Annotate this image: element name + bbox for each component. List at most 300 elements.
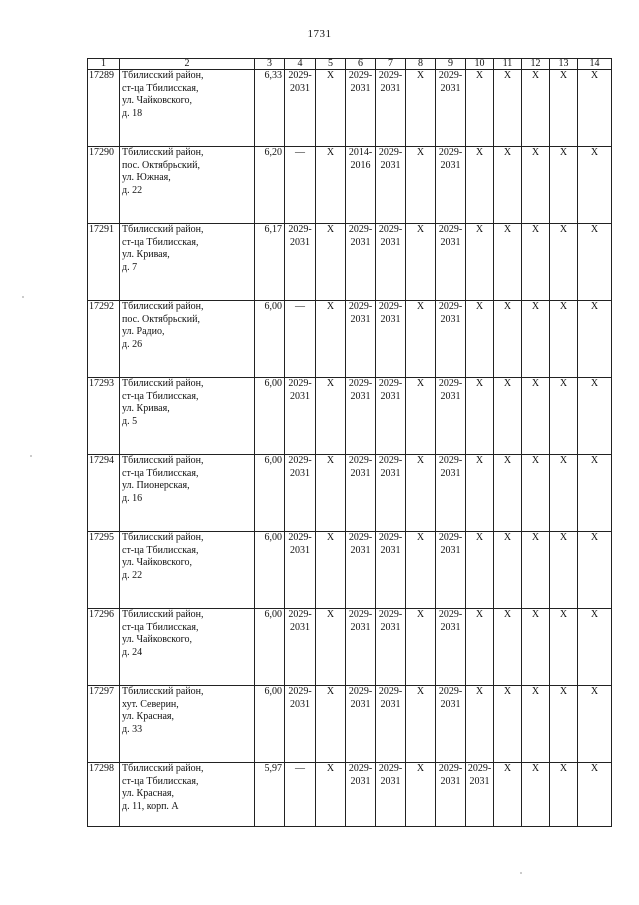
- period-line: 2031: [350, 775, 371, 787]
- period-line: 2029-: [378, 70, 403, 81]
- period-cell-5: [316, 686, 346, 763]
- period-cell-12: [522, 147, 550, 224]
- value-cell: 6,20: [255, 147, 285, 224]
- address-line: д. 26: [122, 338, 143, 350]
- address-cell: [120, 609, 255, 686]
- period-line: X: [559, 224, 568, 235]
- period-cell-14: [578, 301, 612, 378]
- period-cell-4: [285, 455, 316, 532]
- period-cell-9: [436, 609, 466, 686]
- address-line: хут. Северин,: [122, 698, 179, 710]
- period-line: X: [559, 763, 568, 774]
- period-line: X: [326, 301, 335, 312]
- period-line: 2031: [350, 467, 371, 479]
- period-line: 2031: [469, 775, 490, 787]
- address-line: д. 22: [122, 184, 143, 196]
- period-line: X: [503, 301, 512, 312]
- period-cell-14: [578, 224, 612, 301]
- period-line: 2029-: [378, 301, 403, 312]
- address-line: ул. Чайковского,: [122, 95, 192, 106]
- period-cell-7: [376, 378, 406, 455]
- period-cell-6: [346, 609, 376, 686]
- period-line: 2029-: [378, 147, 403, 158]
- period-cell-6: [346, 70, 376, 147]
- address-line: Тбилисский район,: [122, 532, 204, 543]
- address-line: Тбилисский район,: [122, 686, 204, 697]
- period-line: 2029-: [288, 455, 312, 466]
- value-cell: 6,33: [255, 70, 285, 147]
- header-cell-3: 3: [255, 59, 285, 70]
- period-line: X: [326, 70, 335, 81]
- period-line: X: [475, 224, 484, 235]
- period-line: 2029-: [378, 686, 403, 697]
- period-line: X: [531, 763, 540, 774]
- address-cell: [120, 686, 255, 763]
- scan-speck: [22, 296, 24, 298]
- period-cell-11: [494, 686, 522, 763]
- period-line: 2029-: [348, 686, 373, 697]
- period-line: X: [326, 455, 335, 466]
- period-cell-5: [316, 224, 346, 301]
- period-cell-4: [285, 147, 316, 224]
- value-cell: 6,00: [255, 455, 285, 532]
- address-line: Тбилисский район,: [122, 763, 204, 774]
- period-cell-5: [316, 70, 346, 147]
- period-line: X: [503, 686, 512, 697]
- period-line: 2031: [440, 698, 461, 710]
- period-cell-8: [406, 763, 436, 827]
- period-line: 2031: [350, 544, 371, 556]
- period-line: X: [326, 609, 335, 620]
- address-line: д. 5: [122, 415, 138, 427]
- address-cell: [120, 378, 255, 455]
- period-cell-7: [376, 70, 406, 147]
- period-cell-12: [522, 609, 550, 686]
- address-line: д. 18: [122, 107, 143, 119]
- period-line: X: [590, 301, 599, 312]
- address-line: Тбилисский район,: [122, 147, 204, 158]
- period-line: 2029-: [348, 609, 373, 620]
- period-cell-13: [550, 301, 578, 378]
- table-row: [88, 609, 612, 686]
- table-row: [88, 686, 612, 763]
- header-cell-13: 13: [550, 59, 578, 70]
- header-cell-7: 7: [376, 59, 406, 70]
- period-line: X: [531, 378, 540, 389]
- period-line: 2029-: [438, 763, 463, 774]
- period-cell-12: [522, 378, 550, 455]
- period-cell-9: [436, 378, 466, 455]
- period-line: X: [590, 378, 599, 389]
- period-line: 2029-: [348, 70, 373, 81]
- period-line: 2031: [380, 313, 401, 325]
- row-number-cell: 17292: [88, 301, 120, 378]
- period-line: X: [416, 224, 425, 235]
- period-cell-6: [346, 686, 376, 763]
- period-line: 2029-: [438, 455, 463, 466]
- period-cell-10: [466, 532, 494, 609]
- period-line: 2031: [440, 236, 461, 248]
- period-line: 2031: [290, 82, 310, 94]
- period-cell-11: [494, 378, 522, 455]
- period-cell-9: [436, 224, 466, 301]
- period-line: 2029-: [288, 378, 312, 389]
- header-cell-5: 5: [316, 59, 346, 70]
- address-line: ул. Красная,: [122, 788, 174, 799]
- address-line: ст-ца Тбилисская,: [122, 390, 199, 402]
- address-line: Тбилисский район,: [122, 609, 204, 620]
- period-cell-4: [285, 224, 316, 301]
- period-line: 2029-: [438, 224, 463, 235]
- period-line: 2029-: [378, 763, 403, 774]
- address-line: д. 16: [122, 492, 143, 504]
- period-line: 2029-: [378, 455, 403, 466]
- period-cell-11: [494, 763, 522, 827]
- period-cell-6: [346, 224, 376, 301]
- period-cell-8: [406, 301, 436, 378]
- period-line: X: [326, 224, 335, 235]
- address-line: пос. Октябрьский,: [122, 313, 200, 325]
- period-line: 2031: [290, 236, 310, 248]
- period-cell-10: [466, 686, 494, 763]
- header-cell-4: 4: [285, 59, 316, 70]
- period-cell-8: [406, 609, 436, 686]
- period-line: X: [531, 609, 540, 620]
- period-cell-12: [522, 532, 550, 609]
- period-cell-13: [550, 70, 578, 147]
- period-cell-6: [346, 301, 376, 378]
- period-line: 2031: [290, 467, 310, 479]
- period-cell-5: [316, 378, 346, 455]
- period-cell-8: [406, 532, 436, 609]
- period-cell-6: [346, 455, 376, 532]
- period-line: X: [416, 455, 425, 466]
- period-line: 2029-: [348, 224, 373, 235]
- period-line: 2029-: [348, 301, 373, 312]
- scan-speck: [520, 872, 522, 874]
- period-cell-10: [466, 609, 494, 686]
- period-cell-10: [466, 147, 494, 224]
- header-cell-1: 1: [88, 59, 120, 70]
- table-row: [88, 70, 612, 147]
- period-line: X: [559, 70, 568, 81]
- period-line: X: [326, 378, 335, 389]
- period-cell-4: [285, 609, 316, 686]
- period-line: X: [503, 532, 512, 543]
- period-line: X: [559, 686, 568, 697]
- period-cell-9: [436, 532, 466, 609]
- period-line: 2029-: [378, 378, 403, 389]
- period-line: 2031: [350, 82, 371, 94]
- period-cell-10: [466, 763, 494, 827]
- period-cell-4: [285, 301, 316, 378]
- period-line: X: [590, 147, 599, 158]
- period-line: 2029-: [438, 686, 463, 697]
- period-line: 2031: [380, 775, 401, 787]
- address-line: ст-ца Тбилисская,: [122, 236, 199, 248]
- period-line: X: [590, 532, 599, 543]
- period-cell-13: [550, 686, 578, 763]
- period-line: 2031: [440, 775, 461, 787]
- header-cell-14: 14: [578, 59, 612, 70]
- period-cell-11: [494, 532, 522, 609]
- period-line: X: [416, 763, 425, 774]
- period-line: 2029-: [288, 686, 312, 697]
- period-line: X: [559, 147, 568, 158]
- period-cell-8: [406, 147, 436, 224]
- period-line: X: [531, 301, 540, 312]
- period-line: X: [503, 224, 512, 235]
- period-line: X: [531, 147, 540, 158]
- header-cell-11: 11: [494, 59, 522, 70]
- period-cell-9: [436, 763, 466, 827]
- period-line: 2031: [350, 313, 371, 325]
- period-line: 2031: [380, 390, 401, 402]
- period-line: 2029-: [438, 609, 463, 620]
- table-row: [88, 532, 612, 609]
- period-line: X: [590, 686, 599, 697]
- period-cell-13: [550, 532, 578, 609]
- address-line: ст-ца Тбилисская,: [122, 82, 199, 94]
- period-line: 2031: [290, 698, 310, 710]
- period-line: 2029-: [467, 763, 492, 774]
- period-cell-8: [406, 378, 436, 455]
- period-line: 2031: [440, 467, 461, 479]
- period-cell-12: [522, 686, 550, 763]
- period-line: X: [531, 455, 540, 466]
- period-line: X: [416, 147, 425, 158]
- address-cell: [120, 763, 255, 827]
- address-line: Тбилисский район,: [122, 455, 204, 466]
- period-line: 2029-: [438, 532, 463, 543]
- address-line: д. 22: [122, 569, 143, 581]
- period-line: X: [559, 609, 568, 620]
- period-line: X: [559, 301, 568, 312]
- period-line: 2029-: [438, 147, 463, 158]
- period-line: 2031: [440, 159, 461, 171]
- period-line: X: [326, 532, 335, 543]
- period-line: X: [326, 763, 335, 774]
- address-line: д. 33: [122, 723, 143, 735]
- address-line: ул. Кривая,: [122, 403, 170, 414]
- period-line: X: [590, 609, 599, 620]
- period-cell-12: [522, 70, 550, 147]
- period-cell-9: [436, 455, 466, 532]
- period-line: 2029-: [288, 532, 312, 543]
- period-line: 2031: [440, 621, 461, 633]
- row-number-cell: 17296: [88, 609, 120, 686]
- period-line: X: [559, 378, 568, 389]
- address-line: ст-ца Тбилисская,: [122, 775, 199, 787]
- period-line: X: [503, 609, 512, 620]
- period-cell-8: [406, 455, 436, 532]
- header-cell-10: 10: [466, 59, 494, 70]
- period-line: X: [590, 224, 599, 235]
- period-cell-7: [376, 763, 406, 827]
- period-line: 2031: [440, 82, 461, 94]
- period-line: 2031: [380, 621, 401, 633]
- value-cell: 6,00: [255, 609, 285, 686]
- address-line: д. 11, корп. А: [122, 800, 179, 812]
- address-line: ул. Чайковского,: [122, 557, 192, 568]
- period-line: X: [475, 686, 484, 697]
- period-line: 2031: [440, 313, 461, 325]
- period-cell-13: [550, 455, 578, 532]
- period-line: 2031: [350, 621, 371, 633]
- period-cell-5: [316, 532, 346, 609]
- period-cell-12: [522, 763, 550, 827]
- period-cell-14: [578, 609, 612, 686]
- period-line: X: [531, 224, 540, 235]
- period-cell-10: [466, 224, 494, 301]
- period-line: 2014-: [348, 147, 373, 158]
- period-line: 2029-: [438, 301, 463, 312]
- period-line: X: [326, 686, 335, 697]
- period-line: X: [590, 763, 599, 774]
- period-line: 2029-: [438, 70, 463, 81]
- period-cell-4: [285, 70, 316, 147]
- period-cell-13: [550, 378, 578, 455]
- period-line: X: [416, 532, 425, 543]
- row-number-cell: 17297: [88, 686, 120, 763]
- period-cell-12: [522, 455, 550, 532]
- period-line: 2031: [290, 544, 310, 556]
- period-line: 2031: [350, 236, 371, 248]
- row-number-cell: 17289: [88, 70, 120, 147]
- period-line: X: [416, 378, 425, 389]
- header-cell-6: 6: [346, 59, 376, 70]
- period-line: 2031: [380, 467, 401, 479]
- address-line: Тбилисский район,: [122, 378, 204, 389]
- row-number-cell: 17293: [88, 378, 120, 455]
- period-line: 2029-: [378, 609, 403, 620]
- period-line: X: [503, 147, 512, 158]
- period-line: X: [503, 455, 512, 466]
- period-line: X: [531, 686, 540, 697]
- period-cell-14: [578, 70, 612, 147]
- period-line: X: [475, 609, 484, 620]
- period-cell-5: [316, 301, 346, 378]
- period-line: X: [475, 378, 484, 389]
- period-cell-11: [494, 455, 522, 532]
- table-row: [88, 224, 612, 301]
- address-line: д. 7: [122, 261, 138, 273]
- period-line: 2031: [380, 82, 401, 94]
- header-cell-12: 12: [522, 59, 550, 70]
- period-line: 2029-: [288, 70, 312, 81]
- address-line: ул. Кривая,: [122, 249, 170, 260]
- period-cell-11: [494, 301, 522, 378]
- row-number-cell: 17295: [88, 532, 120, 609]
- period-cell-13: [550, 609, 578, 686]
- period-line: 2029-: [288, 224, 312, 235]
- period-line: X: [559, 455, 568, 466]
- period-cell-11: [494, 609, 522, 686]
- period-cell-4: [285, 532, 316, 609]
- page-number: 1731: [307, 28, 332, 40]
- period-line: X: [475, 147, 484, 158]
- period-cell-13: [550, 147, 578, 224]
- period-line: X: [416, 686, 425, 697]
- period-cell-14: [578, 455, 612, 532]
- period-line: X: [503, 763, 512, 774]
- period-line: 2029-: [438, 378, 463, 389]
- period-line: X: [531, 532, 540, 543]
- table-row: [88, 763, 612, 827]
- header-cell-2: 2: [120, 59, 255, 70]
- address-line: Тбилисский район,: [122, 301, 204, 312]
- table-header: [88, 59, 612, 70]
- period-cell-7: [376, 147, 406, 224]
- period-line: X: [416, 70, 425, 81]
- value-cell: 6,00: [255, 532, 285, 609]
- table-row: [88, 301, 612, 378]
- address-line: ст-ца Тбилисская,: [122, 544, 199, 556]
- table-body: [88, 70, 612, 827]
- period-line: 2029-: [348, 763, 373, 774]
- period-cell-14: [578, 686, 612, 763]
- address-line: ул. Южная,: [122, 172, 171, 183]
- period-cell-10: [466, 378, 494, 455]
- period-line: X: [416, 301, 425, 312]
- value-cell: 5,97: [255, 763, 285, 827]
- address-line: ул. Пионерская,: [122, 480, 190, 491]
- period-cell-7: [376, 532, 406, 609]
- period-line: X: [503, 378, 512, 389]
- period-cell-5: [316, 455, 346, 532]
- period-cell-11: [494, 147, 522, 224]
- period-cell-6: [346, 378, 376, 455]
- registry-table: [87, 58, 612, 827]
- period-cell-6: [346, 147, 376, 224]
- address-cell: [120, 224, 255, 301]
- period-cell-4: [285, 686, 316, 763]
- period-line: X: [416, 609, 425, 620]
- header-cell-8: 8: [406, 59, 436, 70]
- period-line: 2029-: [348, 532, 373, 543]
- period-line: X: [503, 70, 512, 81]
- period-cell-8: [406, 686, 436, 763]
- period-cell-9: [436, 147, 466, 224]
- period-line: 2031: [290, 390, 310, 402]
- address-line: д. 24: [122, 646, 143, 658]
- table-row: [88, 455, 612, 532]
- period-line: 2031: [440, 544, 461, 556]
- address-line: ул. Радио,: [122, 326, 165, 337]
- header-cell-9: 9: [436, 59, 466, 70]
- period-line: 2031: [350, 698, 371, 710]
- period-cell-4: [285, 378, 316, 455]
- period-cell-9: [436, 70, 466, 147]
- address-cell: [120, 455, 255, 532]
- period-line: X: [590, 70, 599, 81]
- period-cell-5: [316, 763, 346, 827]
- period-cell-14: [578, 763, 612, 827]
- period-line: X: [590, 455, 599, 466]
- period-cell-9: [436, 301, 466, 378]
- period-line: 2031: [380, 236, 401, 248]
- period-line: 2031: [380, 544, 401, 556]
- scan-speck: [30, 455, 32, 457]
- address-line: Тбилисский район,: [122, 70, 204, 81]
- period-cell-14: [578, 147, 612, 224]
- address-cell: [120, 301, 255, 378]
- row-number-cell: 17298: [88, 763, 120, 827]
- value-cell: 6,00: [255, 301, 285, 378]
- period-line: X: [475, 301, 484, 312]
- period-cell-12: [522, 224, 550, 301]
- period-cell-13: [550, 224, 578, 301]
